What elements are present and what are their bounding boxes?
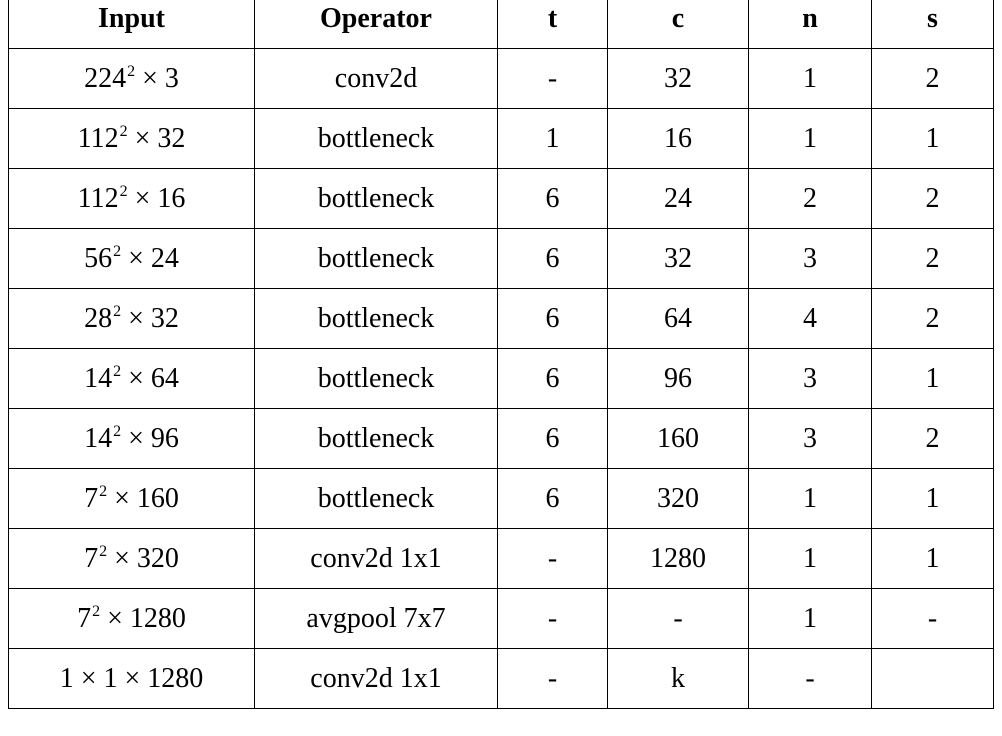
cell-operator-value: bottleneck <box>317 243 435 274</box>
cell-c <box>608 229 749 289</box>
input-shape <box>9 529 254 573</box>
cell-input <box>9 289 255 349</box>
input-shape <box>9 469 254 513</box>
cell-s-value: 2 <box>925 423 940 454</box>
cell-t-value: 1 <box>545 123 560 154</box>
cell-n-value: 1 <box>803 123 817 154</box>
input-base: 112 <box>77 123 119 154</box>
header-s <box>872 0 994 49</box>
cell-operator-value: bottleneck <box>317 363 435 394</box>
cell-s <box>872 169 994 229</box>
input-exponent: 2 <box>99 483 108 500</box>
input-channels: × 32 <box>127 123 186 154</box>
cell-n-value: 3 <box>803 243 817 274</box>
architecture-table <box>8 0 994 709</box>
table-body <box>9 49 994 709</box>
cell-t <box>498 349 608 409</box>
header-operator-label: Operator <box>320 3 432 34</box>
cell-c-value: 96 <box>664 363 692 394</box>
cell-operator <box>255 589 498 649</box>
input-shape <box>9 289 254 333</box>
input-channels: × 64 <box>121 363 179 394</box>
cell-t <box>498 649 608 709</box>
cell-operator-value: conv2d <box>334 63 418 94</box>
cell-operator-value: bottleneck <box>317 423 435 454</box>
table-row <box>9 109 994 169</box>
cell-c-value: - <box>673 603 683 634</box>
input-shape <box>9 349 254 393</box>
cell-c-value: k <box>671 663 685 694</box>
table-row <box>9 349 994 409</box>
header-n-label: n <box>802 3 818 34</box>
cell-c <box>608 469 749 529</box>
header-input-label: Input <box>98 3 165 34</box>
cell-input <box>9 169 255 229</box>
cell-c <box>608 109 749 169</box>
cell-t-value: 6 <box>545 303 560 334</box>
cell-input <box>9 469 255 529</box>
table-row <box>9 49 994 109</box>
cell-t-value: - <box>547 603 558 634</box>
input-base: 56 <box>84 243 113 274</box>
cell-c-value: 32 <box>664 63 692 94</box>
input-exponent: 2 <box>127 63 136 80</box>
cell-n <box>749 469 872 529</box>
cell-t-value: 6 <box>545 183 560 214</box>
cell-input <box>9 109 255 169</box>
cell-t <box>498 169 608 229</box>
cell-s <box>872 289 994 349</box>
cell-t <box>498 49 608 109</box>
cell-operator-value: bottleneck <box>317 123 435 154</box>
cell-input <box>9 349 255 409</box>
cell-s <box>872 349 994 409</box>
input-base: 14 <box>84 423 113 454</box>
cell-input <box>9 409 255 469</box>
cell-c <box>608 589 749 649</box>
cell-t-value: - <box>547 543 558 574</box>
input-shape <box>9 169 254 213</box>
cell-n-value: - <box>805 663 815 694</box>
cell-n-value: 3 <box>803 423 817 454</box>
cell-s-value: 2 <box>925 243 940 274</box>
cell-c <box>608 649 749 709</box>
input-exponent: 2 <box>113 363 122 380</box>
input-base: 28 <box>84 303 113 334</box>
input-channels: × 3 <box>135 63 179 94</box>
cell-s-value <box>872 649 993 665</box>
cell-c <box>608 289 749 349</box>
input-channels: × 32 <box>121 303 179 334</box>
input-exponent: 2 <box>119 123 128 140</box>
cell-operator <box>255 289 498 349</box>
cell-n <box>749 529 872 589</box>
input-base: 14 <box>84 363 113 394</box>
cell-n <box>749 229 872 289</box>
cell-input <box>9 49 255 109</box>
header-operator <box>255 0 498 49</box>
cell-s-value: 2 <box>925 303 940 334</box>
cell-t <box>498 109 608 169</box>
cell-s-value: 1 <box>925 363 940 394</box>
cell-c-value: 24 <box>664 183 692 214</box>
cell-input <box>9 589 255 649</box>
input-base: 112 <box>77 183 119 214</box>
cell-n <box>749 289 872 349</box>
cell-n <box>749 49 872 109</box>
input-exponent: 2 <box>113 303 122 320</box>
input-shape <box>9 49 254 93</box>
cell-n-value: 2 <box>803 183 817 214</box>
cell-n-value: 4 <box>803 303 817 334</box>
cell-operator-value: bottleneck <box>317 183 435 214</box>
input-shape <box>9 589 254 633</box>
table-row <box>9 529 994 589</box>
cell-s <box>872 229 994 289</box>
input-shape <box>9 649 254 693</box>
cell-operator-value: bottleneck <box>317 483 435 514</box>
cell-t-value: 6 <box>545 483 560 514</box>
table-row <box>9 469 994 529</box>
cell-n-value: 1 <box>803 543 817 574</box>
cell-n <box>749 109 872 169</box>
header-t-label: t <box>547 3 558 34</box>
input-channels: × 1280 <box>100 603 186 634</box>
cell-s-value: 1 <box>925 123 940 154</box>
cell-c-value: 320 <box>657 483 699 514</box>
header-input <box>9 0 255 49</box>
cell-s-value: 2 <box>925 183 940 214</box>
input-shape <box>9 229 254 273</box>
input-exponent: 2 <box>113 423 122 440</box>
input-base: 224 <box>84 63 127 94</box>
cell-s-value: 1 <box>925 483 940 514</box>
cell-c <box>608 349 749 409</box>
cell-c-value: 160 <box>657 423 699 454</box>
cell-operator <box>255 229 498 289</box>
input-channels: × 320 <box>107 543 179 574</box>
cell-t-value: - <box>547 663 558 694</box>
cell-n-value: 1 <box>803 483 817 514</box>
cell-n <box>749 649 872 709</box>
cell-c <box>608 169 749 229</box>
cell-input <box>9 649 255 709</box>
input-exponent: 2 <box>99 543 108 560</box>
table-row <box>9 649 994 709</box>
input-channels: × 96 <box>121 423 179 454</box>
cell-operator <box>255 469 498 529</box>
cell-n <box>749 409 872 469</box>
header-t <box>498 0 608 49</box>
cell-t <box>498 589 608 649</box>
input-shape <box>9 109 254 153</box>
cell-operator <box>255 529 498 589</box>
cell-c-value: 1280 <box>650 543 706 574</box>
cell-c-value: 16 <box>664 123 692 154</box>
table-row <box>9 169 994 229</box>
cell-n-value: 1 <box>803 603 817 634</box>
cell-t-value: 6 <box>545 363 560 394</box>
input-exponent: 2 <box>113 243 122 260</box>
cell-t <box>498 289 608 349</box>
header-c <box>608 0 749 49</box>
cell-operator <box>255 49 498 109</box>
cell-n-value: 3 <box>803 363 817 394</box>
input-exponent: 2 <box>119 183 128 200</box>
cell-c <box>608 409 749 469</box>
cell-t <box>498 469 608 529</box>
header-row <box>9 0 994 49</box>
input-base: 7 <box>84 483 99 514</box>
table-row <box>9 229 994 289</box>
cell-s <box>872 409 994 469</box>
cell-t-value: 6 <box>545 243 560 274</box>
cell-s <box>872 469 994 529</box>
cell-t-value: - <box>547 63 558 94</box>
input-channels: × 24 <box>121 243 179 274</box>
cell-input <box>9 529 255 589</box>
cell-t-value: 6 <box>545 423 560 454</box>
header-c-label: c <box>671 3 685 34</box>
cell-s <box>872 649 994 709</box>
input-shape <box>9 409 254 453</box>
cell-operator-value: conv2d 1x1 <box>310 663 442 694</box>
cell-n <box>749 349 872 409</box>
cell-s <box>872 49 994 109</box>
cell-s-value: 2 <box>925 63 940 94</box>
cell-s <box>872 109 994 169</box>
input-base: 7 <box>84 543 99 574</box>
header-s-label: s <box>927 3 938 34</box>
cell-c <box>608 529 749 589</box>
header-n <box>749 0 872 49</box>
cell-c <box>608 49 749 109</box>
input-base: 1 × 1 × 1280 <box>59 663 204 694</box>
cell-n <box>749 169 872 229</box>
cell-t <box>498 229 608 289</box>
cell-operator <box>255 409 498 469</box>
cell-t <box>498 409 608 469</box>
cell-operator <box>255 649 498 709</box>
cell-input <box>9 229 255 289</box>
cell-operator-value: avgpool 7x7 <box>306 603 446 634</box>
cell-s <box>872 589 994 649</box>
cell-operator-value: bottleneck <box>317 303 435 334</box>
cell-s-value: 1 <box>925 543 940 574</box>
cell-n <box>749 589 872 649</box>
cell-t <box>498 529 608 589</box>
cell-operator <box>255 349 498 409</box>
input-channels: × 16 <box>127 183 186 214</box>
input-base: 7 <box>77 603 92 634</box>
cell-operator-value: conv2d 1x1 <box>310 543 442 574</box>
cell-s <box>872 529 994 589</box>
cell-n-value: 1 <box>803 63 817 94</box>
cell-operator <box>255 109 498 169</box>
table-row <box>9 289 994 349</box>
input-channels: × 160 <box>107 483 179 514</box>
table-row <box>9 409 994 469</box>
cell-c-value: 32 <box>664 243 692 274</box>
cell-s-value: - <box>927 603 938 634</box>
cell-operator <box>255 169 498 229</box>
cell-c-value: 64 <box>664 303 692 334</box>
table-row <box>9 589 994 649</box>
input-exponent: 2 <box>92 603 101 620</box>
